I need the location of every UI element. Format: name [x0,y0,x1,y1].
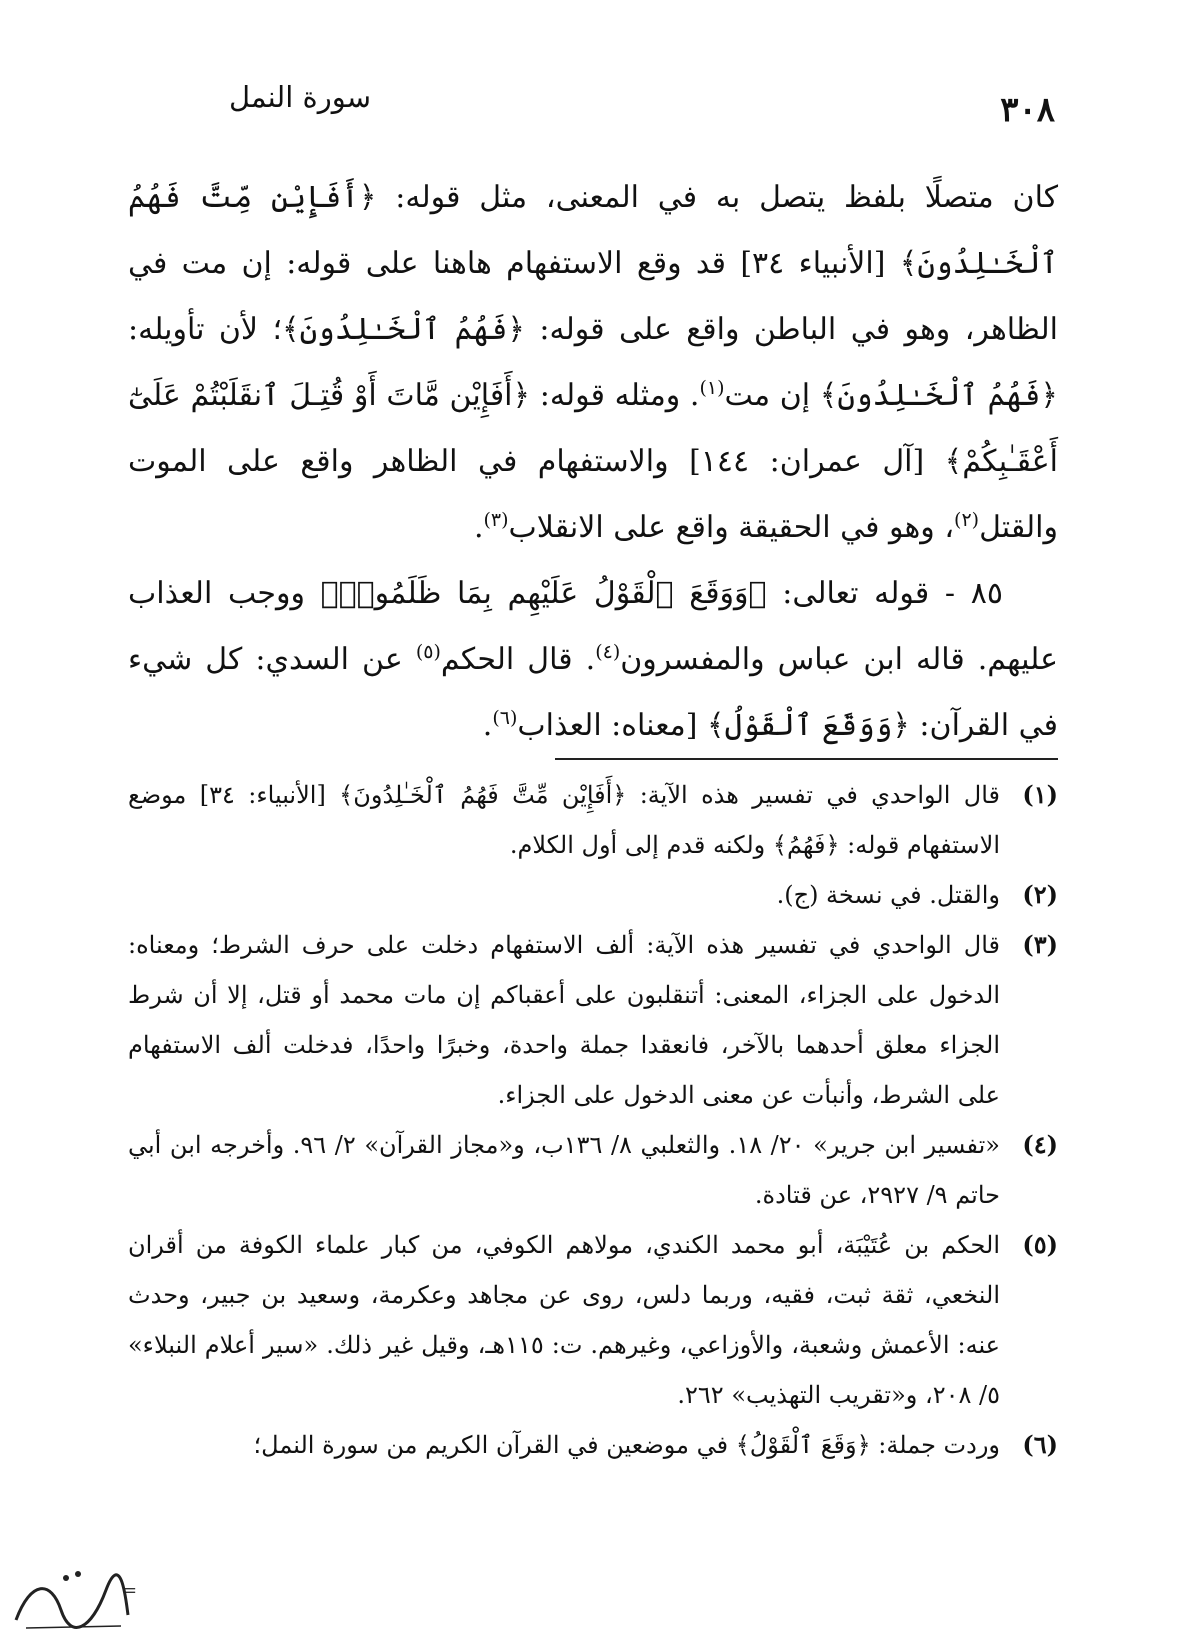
footnote-ref-1[interactable]: (١) [699,377,725,399]
footnote-text: قال الواحدي في تفسير هذه الآية: ﴿أَفَإِيْن مِّتَّ فَهُمُ ٱلْخَـٰلِدُونَ﴾ [الأنبياء: ٣٤] موضع الاستفهام قوله: ﴿فَهُمُ﴾ ولكنه قدم إلى أول الكلام. [128,781,1000,859]
footnote-2 [128,870,1058,920]
footnote-number: (١) [1022,780,1058,809]
continuation-mark: = [122,1580,138,1601]
page-header [150,78,1055,128]
main-text [128,165,1058,759]
footnote-4 [128,1120,1058,1220]
paragraph-2 [128,561,1058,759]
text-run: ٨٥ - قوله تعالى: [766,576,1004,611]
publisher-logo-icon [6,1560,136,1640]
quran-quote: ﴿أَفَإِيْن مِّتَّ فَهُمُ ٱلْخَـٰلِدُونَ﴾ [128,180,1058,281]
footnote-number: (٤) [1022,1130,1058,1159]
text-run: . قال الحكم [440,642,596,677]
page-number: ٣٠٨ [1000,90,1055,130]
text-run: ؛ لأن تأويله: [128,312,283,347]
quran-quote: ﴿أَفَإِيْن مَّاتَ أَوْ قُتِـلَ ٱنقَلَبْتُمْ عَلَىٰٓ أَعْقَـٰبِكُمْ﴾ [128,378,1059,479]
quran-quote: ﴿وَوَقَعَ ٱلْقَوْلُ عَلَيْهِم بِمَا ظَلَمُوا۟﴾ [320,576,767,611]
footnote-5 [128,1220,1058,1420]
text-run: ، وهو في الحقيقة واقع على الانقلاب [508,510,955,545]
footnote-number: (٢) [1022,880,1058,909]
text-run: ووجب العذاب عليهم. قاله ابن عباس والمفسرون [128,576,1058,677]
footnote-ref-3[interactable]: (٣) [483,509,509,531]
footnote-ref-6[interactable]: (٦) [492,707,518,729]
footnote-text: «تفسير ابن جرير» ٢٠/ ١٨. والثعلبي ٨/ ١٣٦ب، و«مجاز القرآن» ٢/ ٩٦. وأخرجه ابن أبي حاتم ٩/ ٢٩٢٧، عن قتادة. [128,1131,1000,1209]
text-run: . [482,708,493,743]
text-run: كان متصلًا بلفظ يتصل به في المعنى، مثل قوله: [376,180,1058,215]
footnote-ref-5[interactable]: (٥) [415,641,441,663]
footnote-6 [128,1420,1058,1470]
text-run: [معناه: العذاب [517,708,707,743]
text-run: عن السدي: كل شيء في القرآن: [128,642,1058,743]
text-run: . [473,510,484,545]
text-run: [آل عمران: ١٤٤] والاستفهام في الظاهر واقع على الموت والقتل [128,444,1058,545]
quran-quote: ﴿وَوَقَعَ ٱلْقَوْلُ﴾ [706,708,910,743]
footnote-number: (٣) [1022,930,1058,959]
footnote-1 [128,770,1058,870]
footnote-ref-4[interactable]: (٤) [595,641,621,663]
footnote-separator [555,758,1058,760]
footnotes [128,770,1058,1470]
quran-quote: ﴿فَهُمُ ٱلْخَـٰلِدُونَ﴾ [819,378,1058,413]
footnote-text: والقتل. في نسخة (ج). [776,881,1000,909]
footnote-text: قال الواحدي في تفسير هذه الآية: ألف الاستفهام دخلت على حرف الشرط؛ ومعناه: الدخول على الجزاء، المعنى: أتنقلبون على أعقباكم إن مات محمد أو قتل، إلا أن شرط الجزاء معلق أحدهما بالآخر، فانعقدا جملة واحدة، وخبرًا واحدًا، فدخلت ألف الاستفهام على الشرط، وأنبأت عن معنى الدخول على الجزاء. [128,931,1001,1109]
footnote-ref-2[interactable]: (٢) [954,509,980,531]
paragraph-1 [128,165,1058,561]
running-title: سورة النمل [228,80,372,114]
quran-quote: ﴿فَهُمُ ٱلْخَـٰلِدُونَ﴾ [282,312,525,347]
footnote-number: (٥) [1022,1230,1058,1259]
footnote-number: (٦) [1022,1430,1058,1459]
text-run: . ومثله قوله: [530,378,700,413]
footnote-text: وردت جملة: ﴿وَقَعَ ٱلْقَوْلُ﴾ في موضعين في القرآن الكريم من سورة النمل؛ [253,1431,1000,1459]
footnote-3 [128,920,1058,1120]
footnote-text: الحكم بن عُتَيْبَة، أبو محمد الكندي، مولاهم الكوفي، من كبار علماء الكوفة من أقران النخعي، ثقة ثبت، فقيه، وربما دلس، روى عن مجاهد وعكرمة، وسعيد بن جبير، وحدث عنه: الأعمش وشعبة، والأوزاعي، وغيرهم. ت: ١١٥هـ، وقيل غير ذلك. «سير أعلام النبلاء» ٥/ ٢٠٨، و«تقريب التهذيب» ٢٦٢. [128,1231,1001,1409]
text-run: [الأنبياء ٣٤] قد وقع الاستفهام هاهنا على قوله: إن مت في الظاهر، وهو في الباطن واقع على قوله: [128,246,1059,347]
text-run: إن مت [724,378,820,413]
